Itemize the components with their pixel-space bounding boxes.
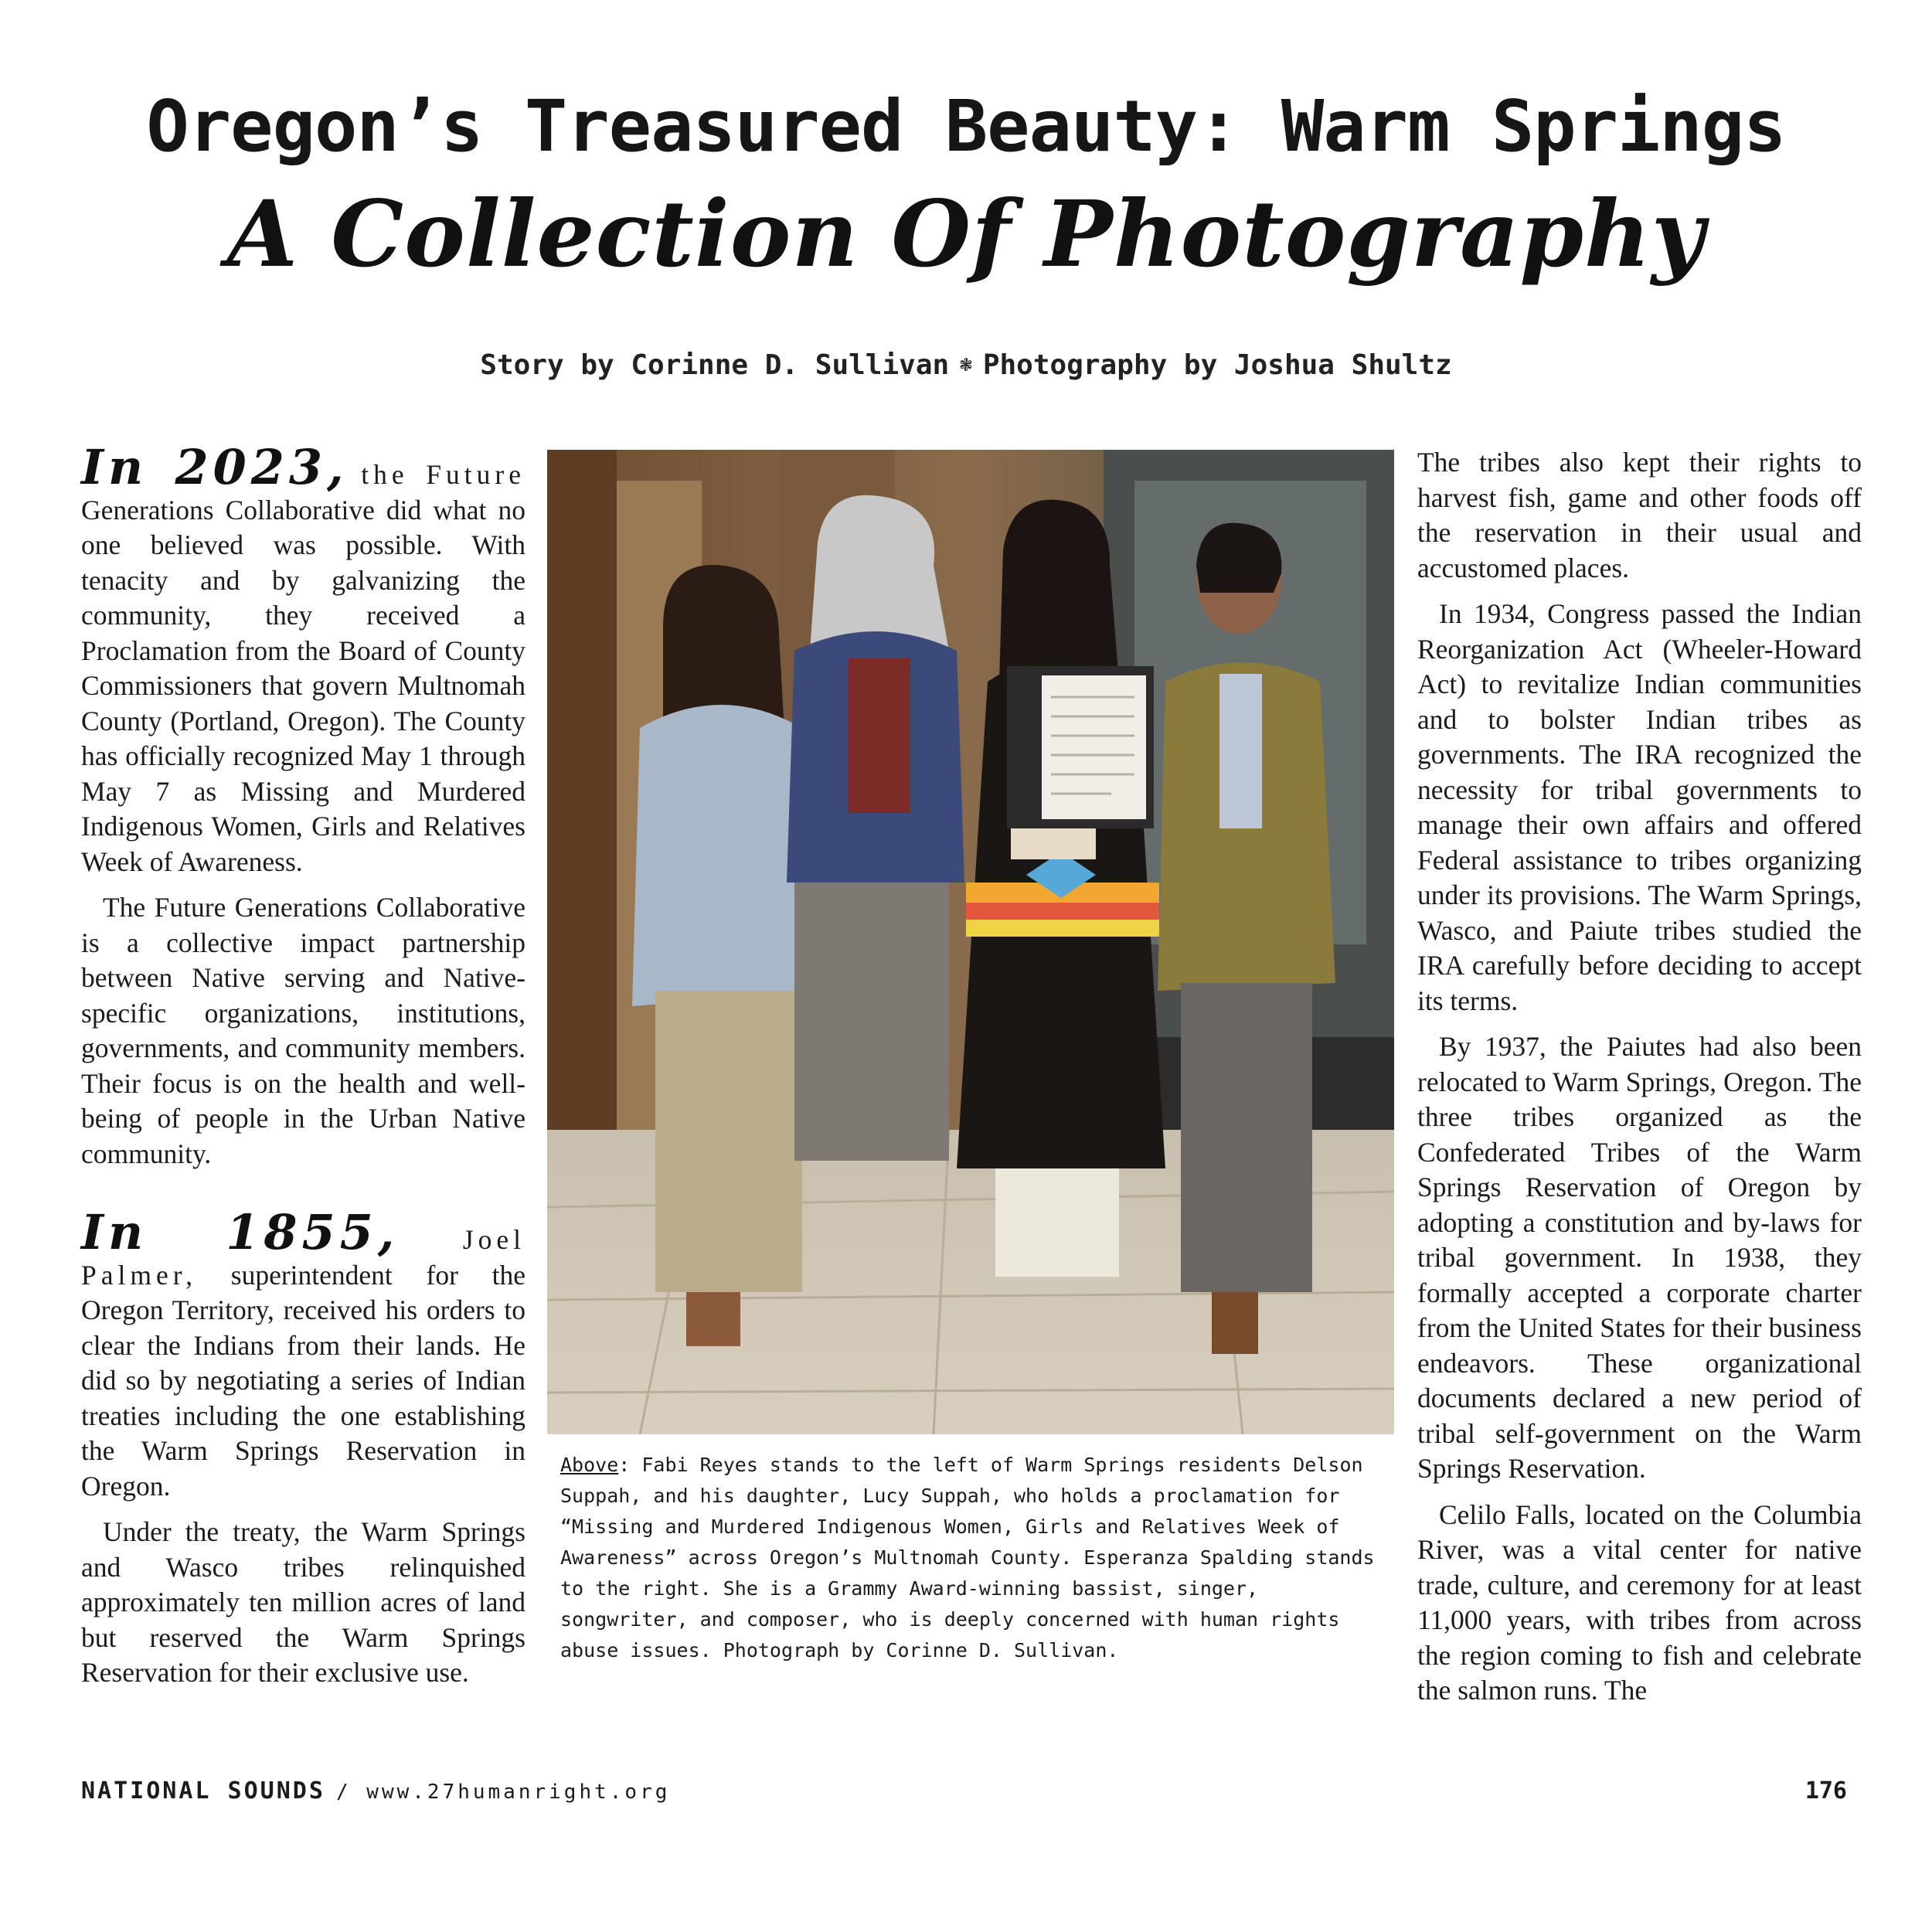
drop-lead-1855: In 1855, [81, 1204, 400, 1260]
paragraph-1937: By 1937, the Paiutes had also been relocated to Warm Springs, Oregon. The three tribes organized as the Confederated Tribes of the Warm Springs Reservation of Oregon by adopting a constitution and by-laws for tribal government. In 1938, they formally accepted a corporate charter from the United States for their business endeavors. These organizational documents declared a new period of tribal self-government on the Warm Springs Reservation. [1417, 1031, 1862, 1484]
paragraph-1855-body: superintendent for the Oregon Territory, received his orders to clear the Indians from their lands. He did so by negotiating a series of Indian treaties including the one establishing the Warm Springs Reservation in Oregon. [81, 1259, 526, 1502]
group-photo [547, 450, 1394, 1434]
right-column [1417, 445, 1862, 1719]
page-subtitle: A Collection Of Photography [226, 180, 1706, 287]
byline-story: Story by Corinne D. Sullivan [480, 349, 950, 381]
page-title: Oregon’s Treasured Beauty: Warm Springs [146, 85, 1786, 168]
paragraph-treaty: Under the treaty, the Warm Springs and Wasco tribes relinquished approximately ten million acres of land but reserved the Warm Springs Reservation for their exclusive use. [81, 1516, 526, 1688]
paragraph-2023-body: Generations Collaborative did what no one believed was possible. With tenacity and by galvanizing the community, they received a Proclamation from the Board of County Commissioners that govern Multnomah County (Portland, Oregon). The County has officially recognized May 1 through May 7 as Missing and Murdered Indigenous Women, Girls and Relatives Week of Awareness. [81, 494, 526, 877]
byline [0, 349, 1932, 381]
page-number: 176 [1804, 1777, 1847, 1804]
lead-words-2023: the Future [361, 459, 526, 490]
footer-brand: NATIONAL SOUNDS [81, 1777, 325, 1804]
caption-text: : Fabi Reyes stands to the left of Warm Springs residents Delson Suppah, and his daughter, Lucy Suppah, who holds a proclamation for “Missing and Murdered Indigenous Women, Girls and Relatives Week of Awareness” across Oregon’s Multnomah County. Esperanza Spalding stands to the right. She is a Grammy Award-winning bassist, singer, songwriter, and composer, who is deeply concerned with human rights abuse issues. Photograph by Corinne D. Sullivan. [560, 1454, 1375, 1662]
left-column [81, 439, 526, 1702]
flower-icon: ❃ [960, 353, 972, 376]
paragraph-fgc: The Future Generations Collaborative is a collective impact partnership between Native serving and Native-specific organizations, institutions, governments, and community members. Their focus is on the health and well-being of people in the Urban Native community. [81, 892, 526, 1169]
drop-lead-2023: In 2023, [81, 439, 349, 495]
paragraph-1934: In 1934, Congress passed the Indian Reorganization Act (Wheeler-Howard Act) to revitalize Indian communities and to bolster Indian tribes as governments. The IRA recognized the necessity for tribal governments to manage their own affairs and offered Federal assistance to tribes organizing under its provisions. The Warm Springs, Wasco, and Paiute tribes studied the IRA carefully before deciding to accept its terms. [1417, 598, 1862, 1016]
group-photo-illustration [547, 450, 1394, 1434]
paragraph-rights: The tribes also kept their rights to harvest fish, game and other foods off the reservation in their usual and accustomed places. [1417, 447, 1862, 583]
byline-photo: Photography by Joshua Shultz [982, 349, 1452, 381]
photo-caption [560, 1450, 1387, 1666]
paragraph-celilo: Celilo Falls, located on the Columbia River, was a vital center for native trade, culture, and ceremony for at least 11,000 years, with tribes from across the region coming to fish and celebrate the salmon runs. The [1417, 1498, 1862, 1706]
caption-label: Above [560, 1454, 619, 1476]
paragraph-1855 [81, 1204, 526, 1504]
paragraph-2023 [81, 439, 526, 879]
lead-words-1855: Joel Palmer, [81, 1224, 526, 1291]
footer-url: / www.27humanright.org [336, 1781, 671, 1804]
